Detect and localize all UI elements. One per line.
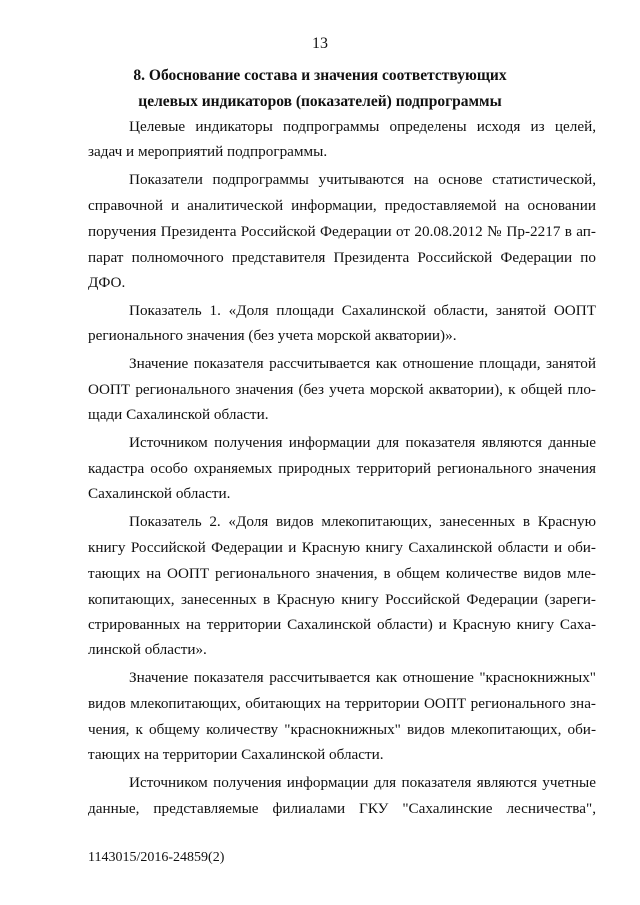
body-line: задач и мероприятий подпрограммы. [88,143,328,160]
body-line: Показатель 2. «Доля видов млекопитающих, занесенных в Красную [129,513,596,530]
body-line: парат полномочного представителя Президента Российской Федерации по [88,249,596,266]
body-line: стрированных на территории Сахалинской области) и Красную книгу Саха- [88,616,596,633]
section-heading-line-1: 8. Обоснование состава и значения соответствующих [133,67,507,84]
body-line: данные, представляемые филиалами ГКУ "Сахалинские лесничества", [88,800,596,817]
body-line: регионального значения (без учета морской акватории)». [88,327,457,344]
body-line: Целевые индикаторы подпрограммы определены исходя из целей, [129,118,596,135]
body-line: Источником получения информации для показателя являются учетные [129,774,596,791]
body-line: линской области». [88,641,207,658]
body-line: кадастра особо охраняемых природных территорий регионального значения [88,460,596,477]
body-line: ДФО. [88,274,126,291]
body-line: ООПТ регионального значения (без учета морской акватории), к общей пло- [88,381,596,398]
body-line: Источником получения информации для показателя являются данные [129,434,596,451]
body-line: Значение показателя рассчитывается как отношение площади, занятой [129,355,596,372]
section-heading-line-2: целевых индикаторов (показателей) подпрограммы [138,93,502,110]
body-line: Показатели подпрограммы учитываются на основе статистической, [129,171,596,188]
body-line: тающих на ООПТ регионального значения, в общем количестве видов мле- [88,565,596,582]
body-line: копитающих, занесенных в Красную книгу Российской Федерации (зареги- [88,591,596,608]
body-line: Значение показателя рассчитывается как отношение "краснокнижных" [129,669,596,686]
page-number: 13 [312,35,328,52]
body-line: Показатель 1. «Доля площади Сахалинской области, занятой ООПТ [129,302,596,319]
body-line: видов млекопитающих, обитающих на территории ООПТ регионального зна- [88,695,596,712]
body-line: Сахалинской области. [88,485,231,502]
document-registration-code: 1143015/2016-24859(2) [88,850,225,865]
body-line: тающих на территории Сахалинской области. [88,746,384,763]
body-line: справочной и аналитической информации, предоставляемой на основании [88,197,596,214]
body-line: книгу Российской Федерации и Красную книгу Сахалинской области и оби- [88,539,596,556]
body-line: поручения Президента Российской Федерации от 20.08.2012 № Пр-2217 в ап- [88,223,596,240]
body-line: щади Сахалинской области. [88,406,269,423]
body-line: чения, к общему количеству "краснокнижных" видов млекопитающих, оби- [88,721,596,738]
